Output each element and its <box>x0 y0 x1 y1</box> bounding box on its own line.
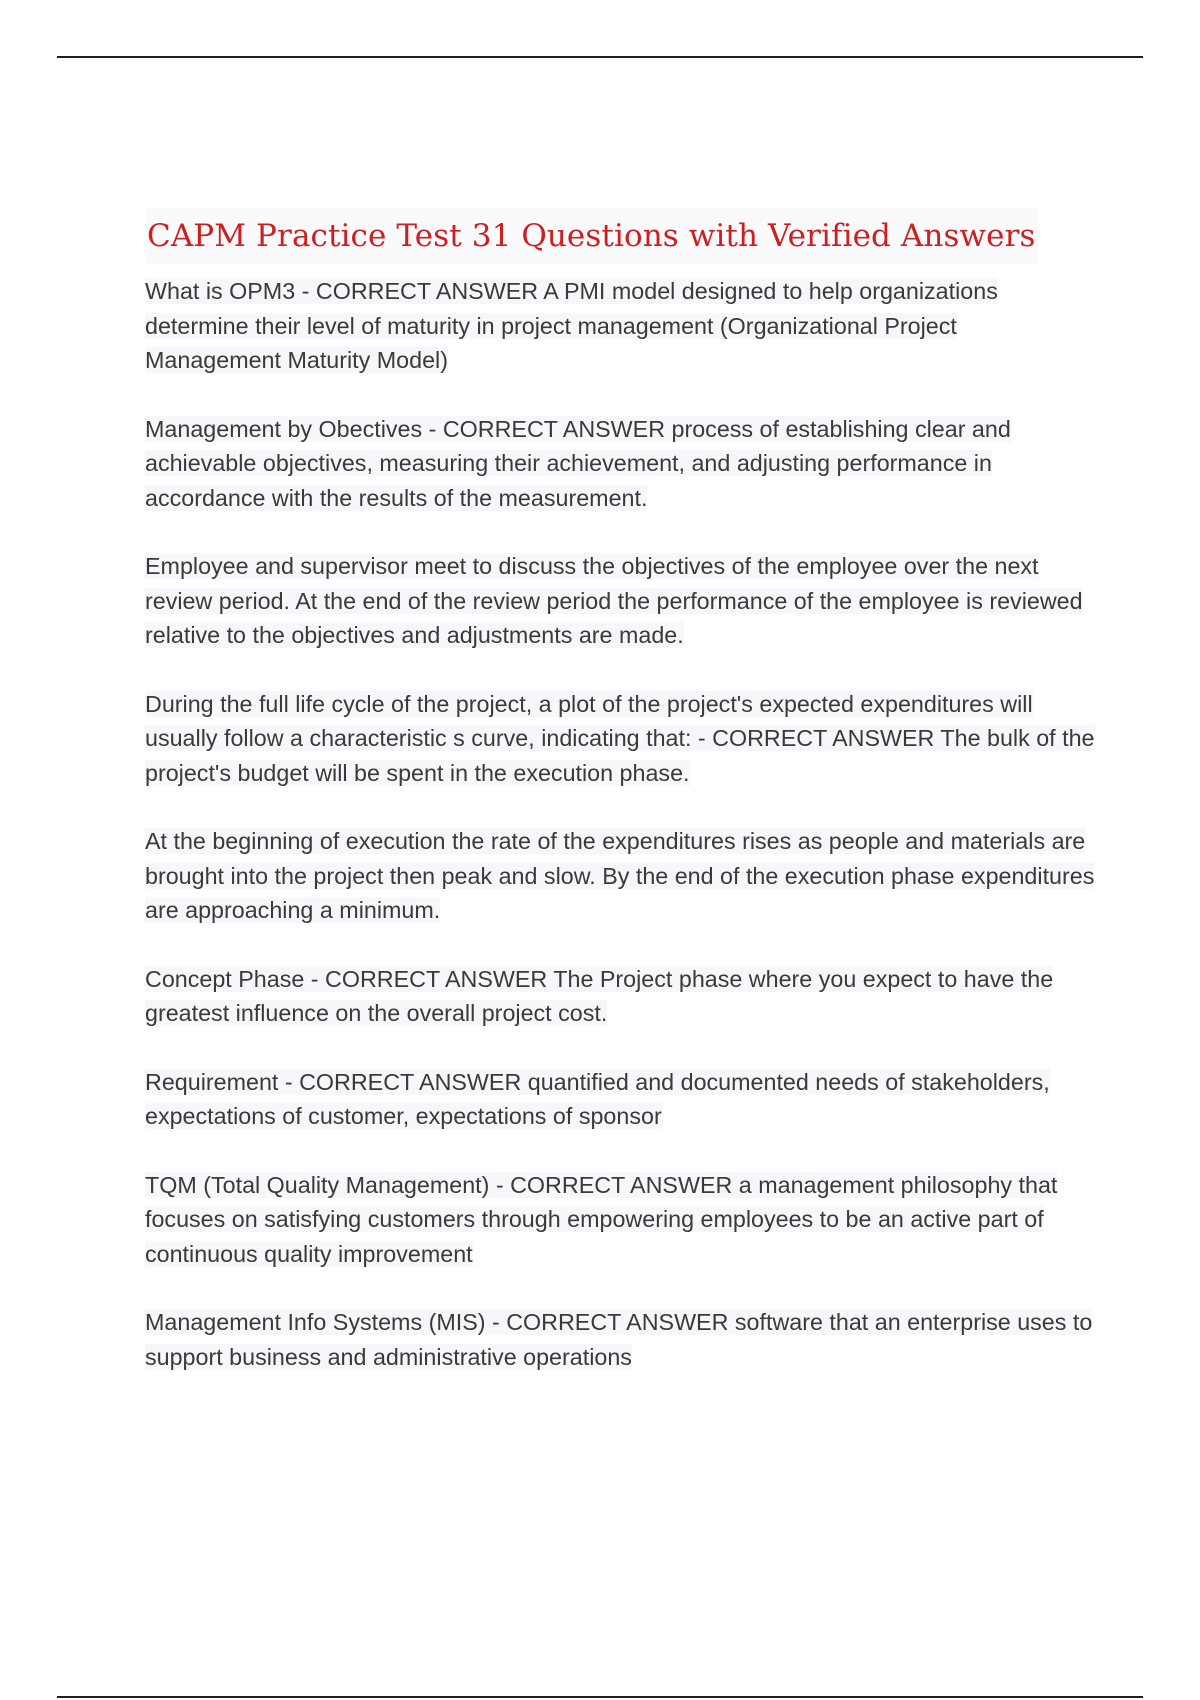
qa-paragraph <box>145 412 1095 516</box>
qa-paragraph <box>145 962 1095 1031</box>
paragraph-text: Management Info Systems (MIS) - CORRECT ANSWER software that an enterprise uses to support business and administrative operations <box>145 1309 1093 1370</box>
paragraph-text: Requirement - CORRECT ANSWER quantified and documented needs of stakeholders, expectations of customer, expectations of sponsor <box>145 1068 1050 1129</box>
header-rule <box>57 56 1143 58</box>
paragraph-text: During the full life cycle of the project, a plot of the project's expected expenditures will usually follow a characteristic s curve, indicating that: - CORRECT ANSWER The bulk of the project's budget will be spent in the execution phase. <box>145 690 1095 786</box>
qa-paragraph <box>145 1305 1095 1374</box>
qa-paragraph <box>145 1168 1095 1272</box>
footer-rule <box>57 1696 1143 1698</box>
qa-paragraph <box>145 824 1095 928</box>
paragraph-text: What is OPM3 - CORRECT ANSWER A PMI model designed to help organizations determine their level of maturity in project management (Organizational Project Management Maturity Model) <box>145 278 998 373</box>
document-title: CAPM Practice Test 31 Questions with Verified Answers <box>145 208 1038 264</box>
paragraph-text: Employee and supervisor meet to discuss the objectives of the employee over the next review period. At the end of the review period the performance of the employee is reviewed relative to the objectives and adjustments are made. <box>145 553 1083 648</box>
paragraph-text: Management by Obectives - CORRECT ANSWER process of establishing clear and achievable objectives, measuring their achievement, and adjusting performance in accordance with the results of the measurement. <box>145 415 1011 511</box>
qa-paragraph <box>145 687 1095 791</box>
document-body <box>145 208 1095 1408</box>
paragraph-text: TQM (Total Quality Management) - CORRECT ANSWER a management philosophy that focuses on satisfying customers through empowering employees to be an active part of continuous quality improvement <box>145 1171 1058 1267</box>
qa-paragraph <box>145 274 1095 378</box>
qa-paragraph <box>145 549 1095 653</box>
paragraph-text: Concept Phase - CORRECT ANSWER The Project phase where you expect to have the greatest influence on the overall project cost. <box>145 965 1054 1026</box>
qa-paragraph <box>145 1065 1095 1134</box>
paragraph-text: At the beginning of execution the rate of the expenditures rises as people and materials are brought into the project then peak and slow. By the end of the execution phase expenditures are approaching a minimum. <box>145 828 1095 923</box>
